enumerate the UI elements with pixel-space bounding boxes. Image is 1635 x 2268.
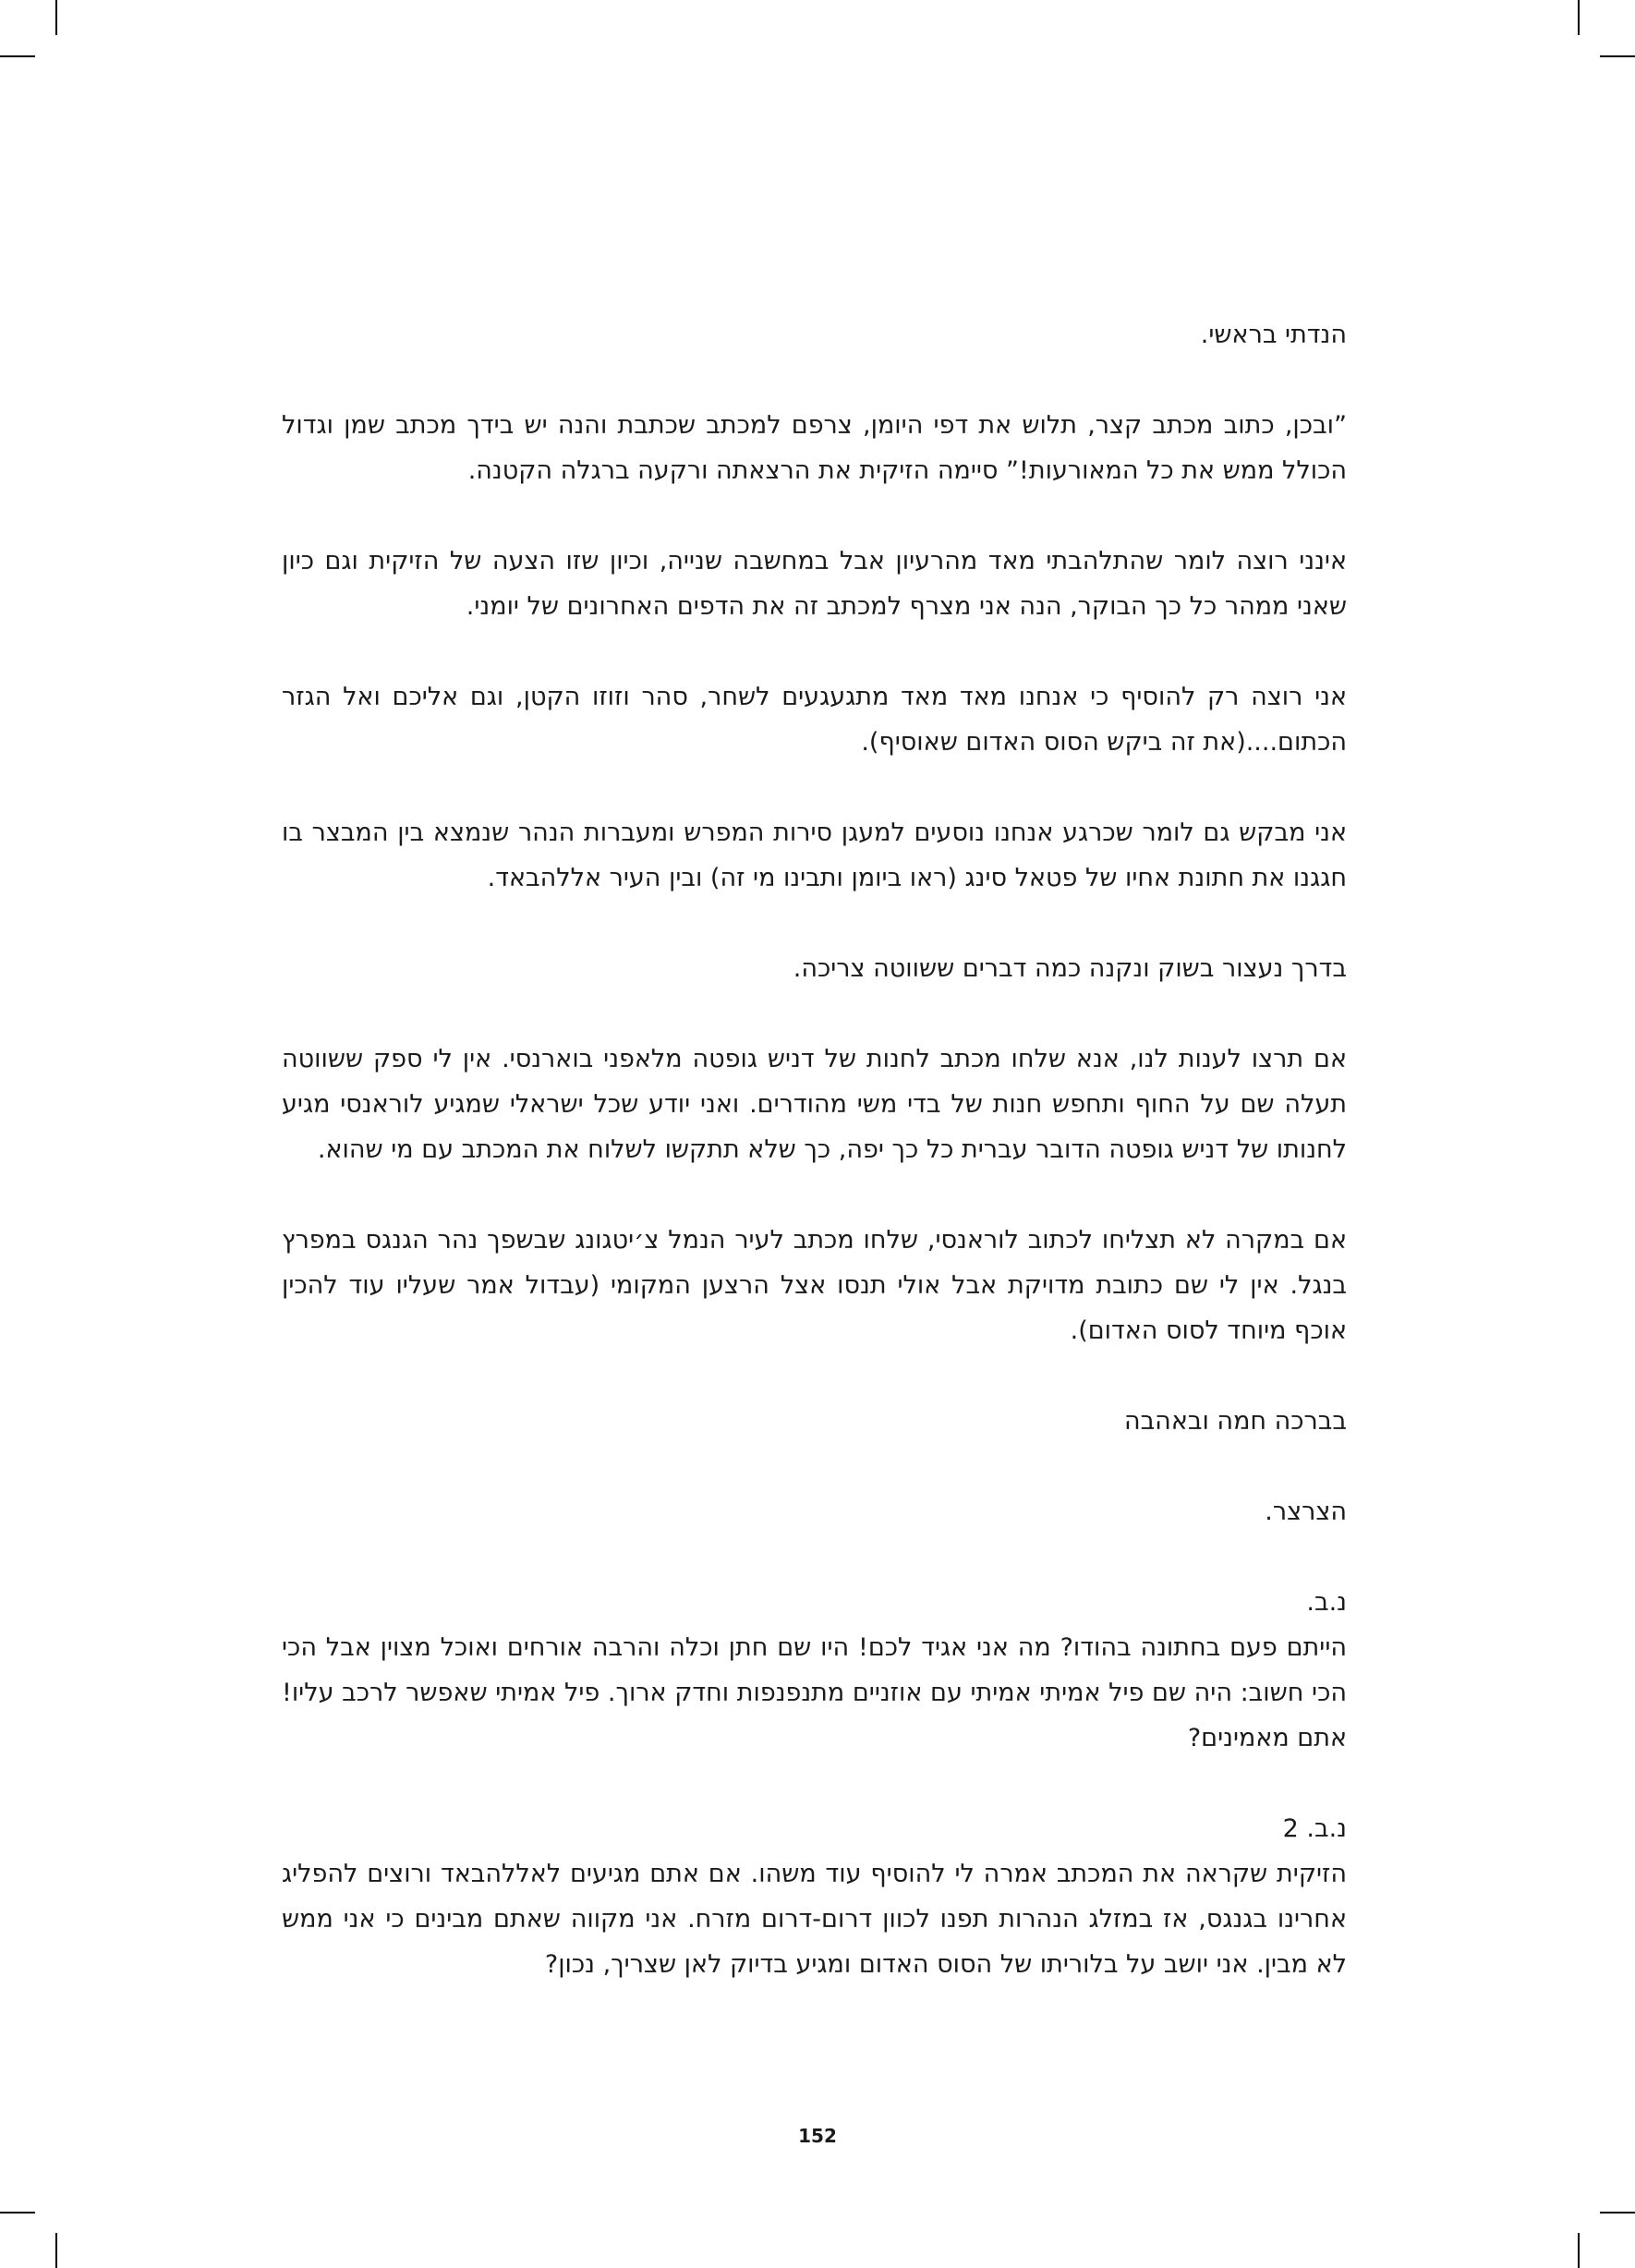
- postscript-1-text: הייתם פעם בחתונה בהודו? מה אני אגיד לכם! היו שם חתן וכלה והרבה אורחים ואוכל מצוין אבל הכי הכי חשוב: היה שם פיל אמיתי אמיתי עם אוזניים מתנפנפות וחדק ארוך. פיל אמיתי שאפשר לרכב עליו! אתם מאמינים?: [282, 1633, 1347, 1753]
- crop-mark-bottom-left-vertical: [55, 2233, 57, 2268]
- crop-mark-top-left-vertical: [55, 0, 57, 35]
- postscript-1-label: נ.ב.: [1306, 1588, 1347, 1617]
- paragraph: אני מבקש גם לומר שכרגע אנחנו נוסעים למעגן סירות המפרש ומעברות הנהר שנמצא בין המבצר בו חגגנו את חתונת אחיו של פטאל סינג (ראו ביומן ותבינו מי זה) ובין העיר אללהבאד.: [282, 819, 1347, 892]
- postscript-2-label: נ.ב. 2: [1282, 1814, 1347, 1843]
- paragraph: אני רוצה רק להוסיף כי אנחנו מאד מאד מתגעגעים לשחר, סהר וזוזו הקטן, וגם אליכם ואל הגזר הכתום....(את זה ביקש הסוס האדום שאוסיף).: [282, 683, 1347, 757]
- paragraph: אם תרצו לענות לנו, אנא שלחו מכתב לחנות של דניש גופטה מלאפני בוארנסי. אין לי ספק ששווטה תעלה שם על החוף ותחפש חנות של בדי משי מהודרים. ואני יודע שכל ישראלי שמגיע לוראנסי מגיע לחנותו של דניש גופטה הדובר עברית כל כך יפה, כך שלא תתקשו לשלוח את המכתב עם מי שהוא.: [282, 1045, 1347, 1164]
- paragraph: ”ובכן, כתוב מכתב קצר, תלוש את דפי היומן, צרפם למכתב שכתבת והנה יש בידך מכתב שמן וגדול הכולל ממש את כל המאורעות!” סיימה הזיקית את הרצאתה ורקעה ברגלה הקטנה.: [282, 411, 1347, 485]
- postscript-2-text: הזיקית שקראה את המכתב אמרה לי להוסיף עוד משהו. אם אתם מגיעים לאללהבאד ורוצים להפליג אחרינו בגנגס, אז במזלג הנהרות תפנו לכוון דרום-דרום מזרח. אני מקווה שאתם מבינים כי אני ממש לא מבין. אני יושב על בלוריתו של הסוס האדום ומגיע בדיוק לאן שצריך, נכון?: [282, 1860, 1347, 1979]
- paragraph: אינני רוצה לומר שהתלהבתי מאד מהרעיון אבל במחשבה שנייה, וכיון שזו הצעה של הזיקית וגם כיון שאני ממהר כל כך הבוקר, הנה אני מצרף למכתב זה את הדפים האחרונים של יומני.: [282, 547, 1347, 621]
- crop-mark-top-right-horizontal: [1600, 55, 1635, 57]
- crop-mark-bottom-left-horizontal: [0, 2212, 35, 2213]
- crop-mark-bottom-right-horizontal: [1600, 2212, 1635, 2213]
- signature: הצרצר.: [1265, 1498, 1347, 1526]
- letter-body: [282, 312, 1347, 2032]
- crop-mark-top-right-vertical: [1578, 0, 1580, 35]
- crop-mark-top-left-horizontal: [0, 55, 35, 57]
- closing-greeting: בברכה חמה ובאהבה: [1123, 1407, 1347, 1436]
- paragraph: אם במקרה לא תצליחו לכתוב לוראנסי, שלחו מכתב לעיר הנמל צ׳יטגונג שבשפך נהר הגנגס במפרץ בנגל. אין לי שם כתובת מדויקת אבל אולי תנסו אצל הרצען המקומי (עבדול אמר שעליו עוד להכין אוכף מיוחד לסוס האדום).: [282, 1226, 1347, 1345]
- paragraph: הנדתי בראשי.: [1200, 321, 1347, 349]
- crop-mark-bottom-right-vertical: [1578, 2233, 1580, 2268]
- paragraph: בדרך נעצור בשוק ונקנה כמה דברים ששווטה צריכה.: [793, 954, 1347, 983]
- page-number: 152: [798, 2125, 837, 2147]
